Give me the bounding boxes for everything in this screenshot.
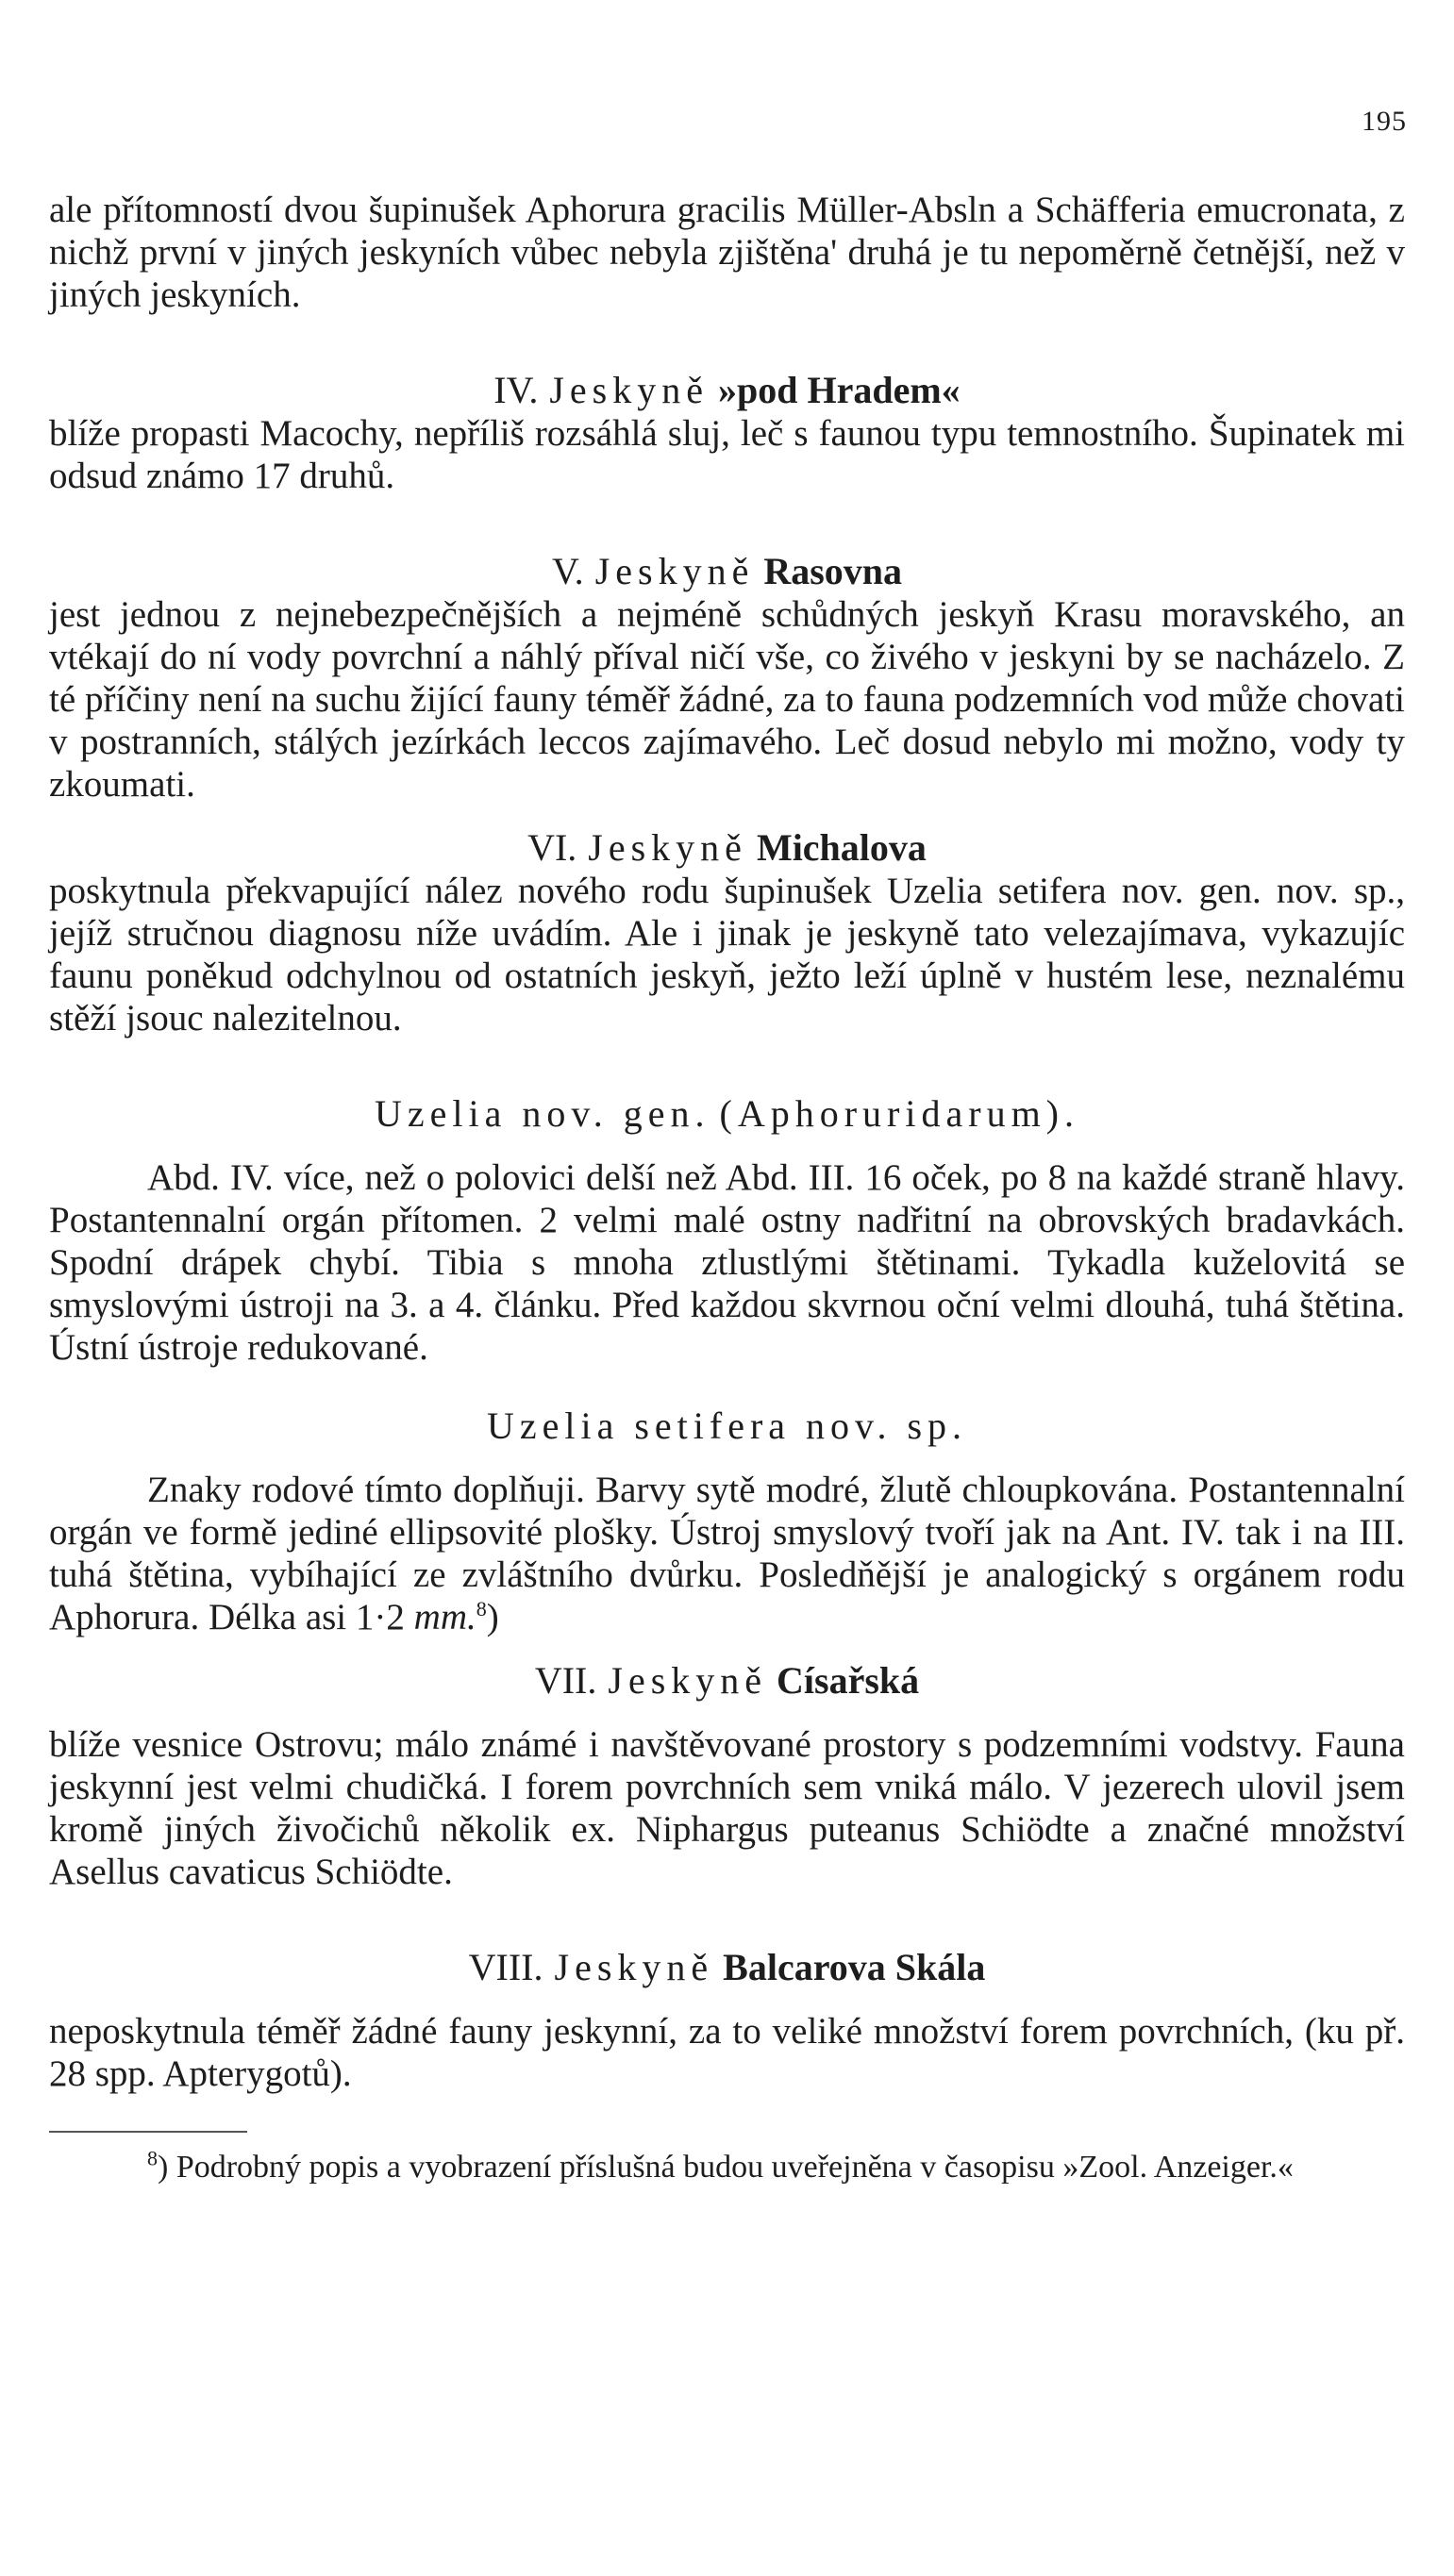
- footnote-mark: 8: [147, 2146, 158, 2170]
- intro-paragraph: ale přítomností dvou šupinušek Aphorura gracilis Müller-Absln a Schäfferia emucronata, z nichž první v jiných jeskyních vůbec nebyla zjištěna' druhá je tu nepoměrně četnější, než v jiných jeskyních.: [49, 190, 1405, 315]
- section-number: VIII.: [468, 1946, 543, 1988]
- section-number: V.: [551, 550, 584, 592]
- section-label: Jeskyně: [554, 1946, 714, 1988]
- species-name: Uzelia setifera nov. sp.: [486, 1404, 968, 1447]
- section-number: IV.: [493, 369, 539, 411]
- species-diagnosis: [49, 1469, 1405, 1638]
- section-text-iv: blíže propasti Macochy, nepříliš rozsáhlá sluj, leč s faunou typu temnostního. Šupinatek mi odsud známo 17 druhů.: [49, 413, 1405, 496]
- section-number: VII.: [534, 1659, 597, 1702]
- section-name: »pod Hradem«: [718, 369, 961, 411]
- section-name: Michalova: [756, 826, 927, 869]
- footnote-text: Podrobný popis a vyobrazení příslušná budou uveřejněna v časopisu »Zool. Anzeiger.«: [175, 2150, 1294, 2185]
- section-name: Císařská: [777, 1659, 920, 1702]
- section-heading-v: [49, 550, 1405, 593]
- genus-family: (Aphoruridarum).: [719, 1092, 1079, 1135]
- section-text-vi: poskytnula překvapující nález nového rodu šupinušek Uzelia setifera nov. gen. nov. sp., jejíž stručnou diagnosu níže uvádím. Ale i jinak je jeskyně tato velezajímava, vykazujíc faunu poněkud odchylnou od ostatních jeskyň, ježto leží úplně v hustém lese, neznalému stěží jsouc nalezitelnou.: [49, 871, 1405, 1039]
- genus-heading: [49, 1092, 1405, 1136]
- footnote-ref-close: ): [486, 1597, 499, 1637]
- section-label: Jeskyně: [549, 369, 709, 411]
- genus-name: Uzelia nov. gen.: [375, 1092, 710, 1135]
- footnote-ref[interactable]: 8: [476, 1597, 487, 1620]
- species-text: Znaky rodové tímto doplňuji. Barvy sytě modré, žlutě chloupkována. Postantennalní orgán ve formě jediné ellipsovité plošky. Ústroj smyslový tvoří jak na Ant. IV. tak i na III. tuhá štětina, vybíhající ze zvláštního dvůrku. Posledňější je analogický s orgánem rodu Aphorura. Délka asi: [49, 1470, 1405, 1637]
- section-heading-vii: [49, 1659, 1405, 1703]
- section-label: Jeskyně: [594, 550, 755, 592]
- footnote: [49, 2148, 1405, 2187]
- page-number: 195: [1362, 106, 1407, 137]
- species-heading: [49, 1404, 1405, 1448]
- section-label: Jeskyně: [588, 826, 747, 869]
- length-value: 1·2: [355, 1597, 405, 1637]
- length-unit: mm.: [413, 1597, 476, 1637]
- section-heading-iv: [49, 369, 1405, 412]
- footnote-mark-close: ): [158, 2150, 169, 2185]
- section-text-v: jest jednou z nejnebezpečnějších a nejméně schůdných jeskyň Krasu moravského, an vtékají do ní vody povrchní a náhlý příval ničí vše, co živého v jeskyni by se nacházelo. Z té příčiny není na suchu žijící fauny téměř žádné, za to fauna podzemních vod může chovati v postranních, stálých jezírkách leccos zajímavého. Leč dosud nebylo mi možno, vody ty zkoumati.: [49, 594, 1405, 805]
- section-heading-viii: [49, 1946, 1405, 1989]
- section-text-viii: neposkytnula téměř žádné fauny jeskynní, za to veliké množství forem povrchních, (ku př. 28 spp. Apterygotů).: [49, 2011, 1405, 2094]
- section-number: VI.: [527, 826, 577, 869]
- page-content: [49, 189, 1405, 2187]
- section-label: Jeskyně: [608, 1659, 768, 1702]
- section-name: Balcarova Skála: [723, 1946, 986, 1988]
- section-text-vii: blíže vesnice Ostrovu; málo známé i navštěvované prostory s podzemními vodstvy. Fauna jeskynní jest velmi chudičká. I forem povrchních sem vniká málo. V jezerech ulovil jsem kromě jiných živočichů několik ex. Niphargus puteanus Schiödte a značné množství Asellus cavaticus Schiödte.: [49, 1724, 1405, 1892]
- section-heading-vi: [49, 826, 1405, 870]
- genus-diagnosis: Abd. IV. více, než o polovici delší než Abd. III. 16 oček, po 8 na každé straně hlavy. Postantennalní orgán přítomen. 2 velmi malé ostny nadřitní na obrovských bradavkách. Spodní drápek chybí. Tibia s mnoha ztlustlými štětinami. Tykadla kuželovitá se smyslovými ústroji na 3. a 4. článku. Před každou skvrnou oční velmi dlouhá, tuhá štětina. Ústní ústroje redukované.: [49, 1157, 1405, 1368]
- footnote-divider: [49, 2131, 247, 2133]
- section-name: Rasovna: [763, 550, 903, 592]
